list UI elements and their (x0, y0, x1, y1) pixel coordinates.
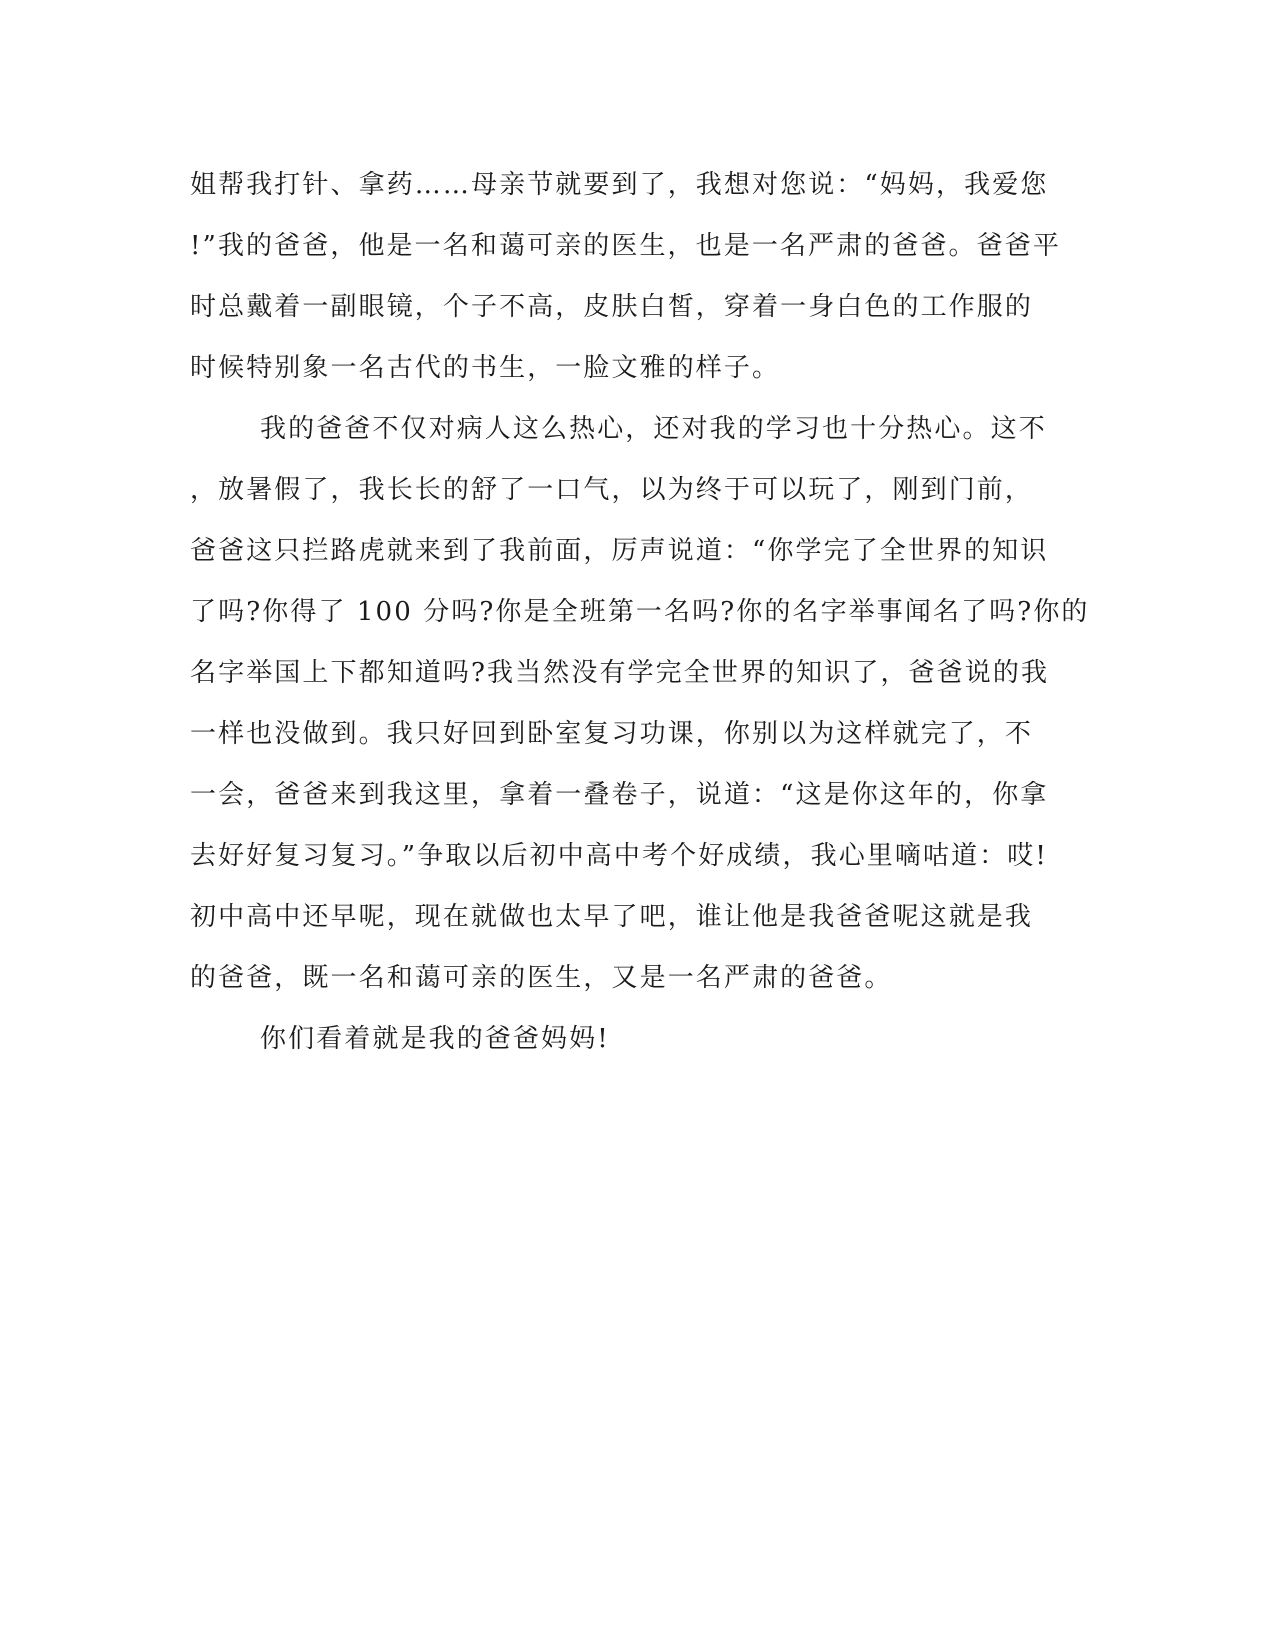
text-line: 姐帮我打针、拿药……母亲节就要到了，我想对您说：“妈妈，我爱您 (190, 170, 1049, 200)
paragraph-start-line: 我的爸爸不仅对病人这么热心，还对我的学习也十分热心。这不 (260, 414, 1047, 444)
text-line: 一样也没做到。我只好回到卧室复习功课，你别以为这样就完了，不 (190, 719, 1034, 749)
text-line: !”我的爸爸，他是一名和蔼可亲的医生，也是一名严肃的爸爸。爸爸平 (190, 231, 1061, 261)
document-body (190, 155, 1090, 1070)
text-line: 一会，爸爸来到我这里，拿着一叠卷子，说道：“这是你这年的，你拿 (190, 780, 1049, 810)
text-line: 时候特别象一名古代的书生，一脸文雅的样子。 (190, 353, 781, 383)
text-line: 去好好复习复习。”争取以后初中高中考个好成绩，我心里嘀咕道：哎! (190, 841, 1048, 871)
text-line: 名字举国上下都知道吗?我当然没有学完全世界的知识了，爸爸说的我 (190, 658, 1050, 688)
text-line: ，放暑假了，我长长的舒了一口气，以为终于可以玩了，刚到门前， (190, 475, 1034, 505)
text-line: 爸爸这只拦路虎就来到了我前面，厉声说道：“你学完了全世界的知识 (190, 536, 1049, 566)
text-line: 初中高中还早呢，现在就做也太早了吧，谁让他是我爸爸呢这就是我 (190, 902, 1034, 932)
text-line: 了吗?你得了 100 分吗?你是全班第一名吗?你的名字举事闻名了吗?你的 (190, 597, 1090, 627)
text-line: 的爸爸，既一名和蔼可亲的医生，又是一名严肃的爸爸。 (190, 963, 893, 993)
text-line: 时总戴着一副眼镜，个子不高，皮肤白皙，穿着一身白色的工作服的 (190, 292, 1034, 322)
closing-line: 你们看着就是我的爸爸妈妈! (260, 1024, 610, 1054)
